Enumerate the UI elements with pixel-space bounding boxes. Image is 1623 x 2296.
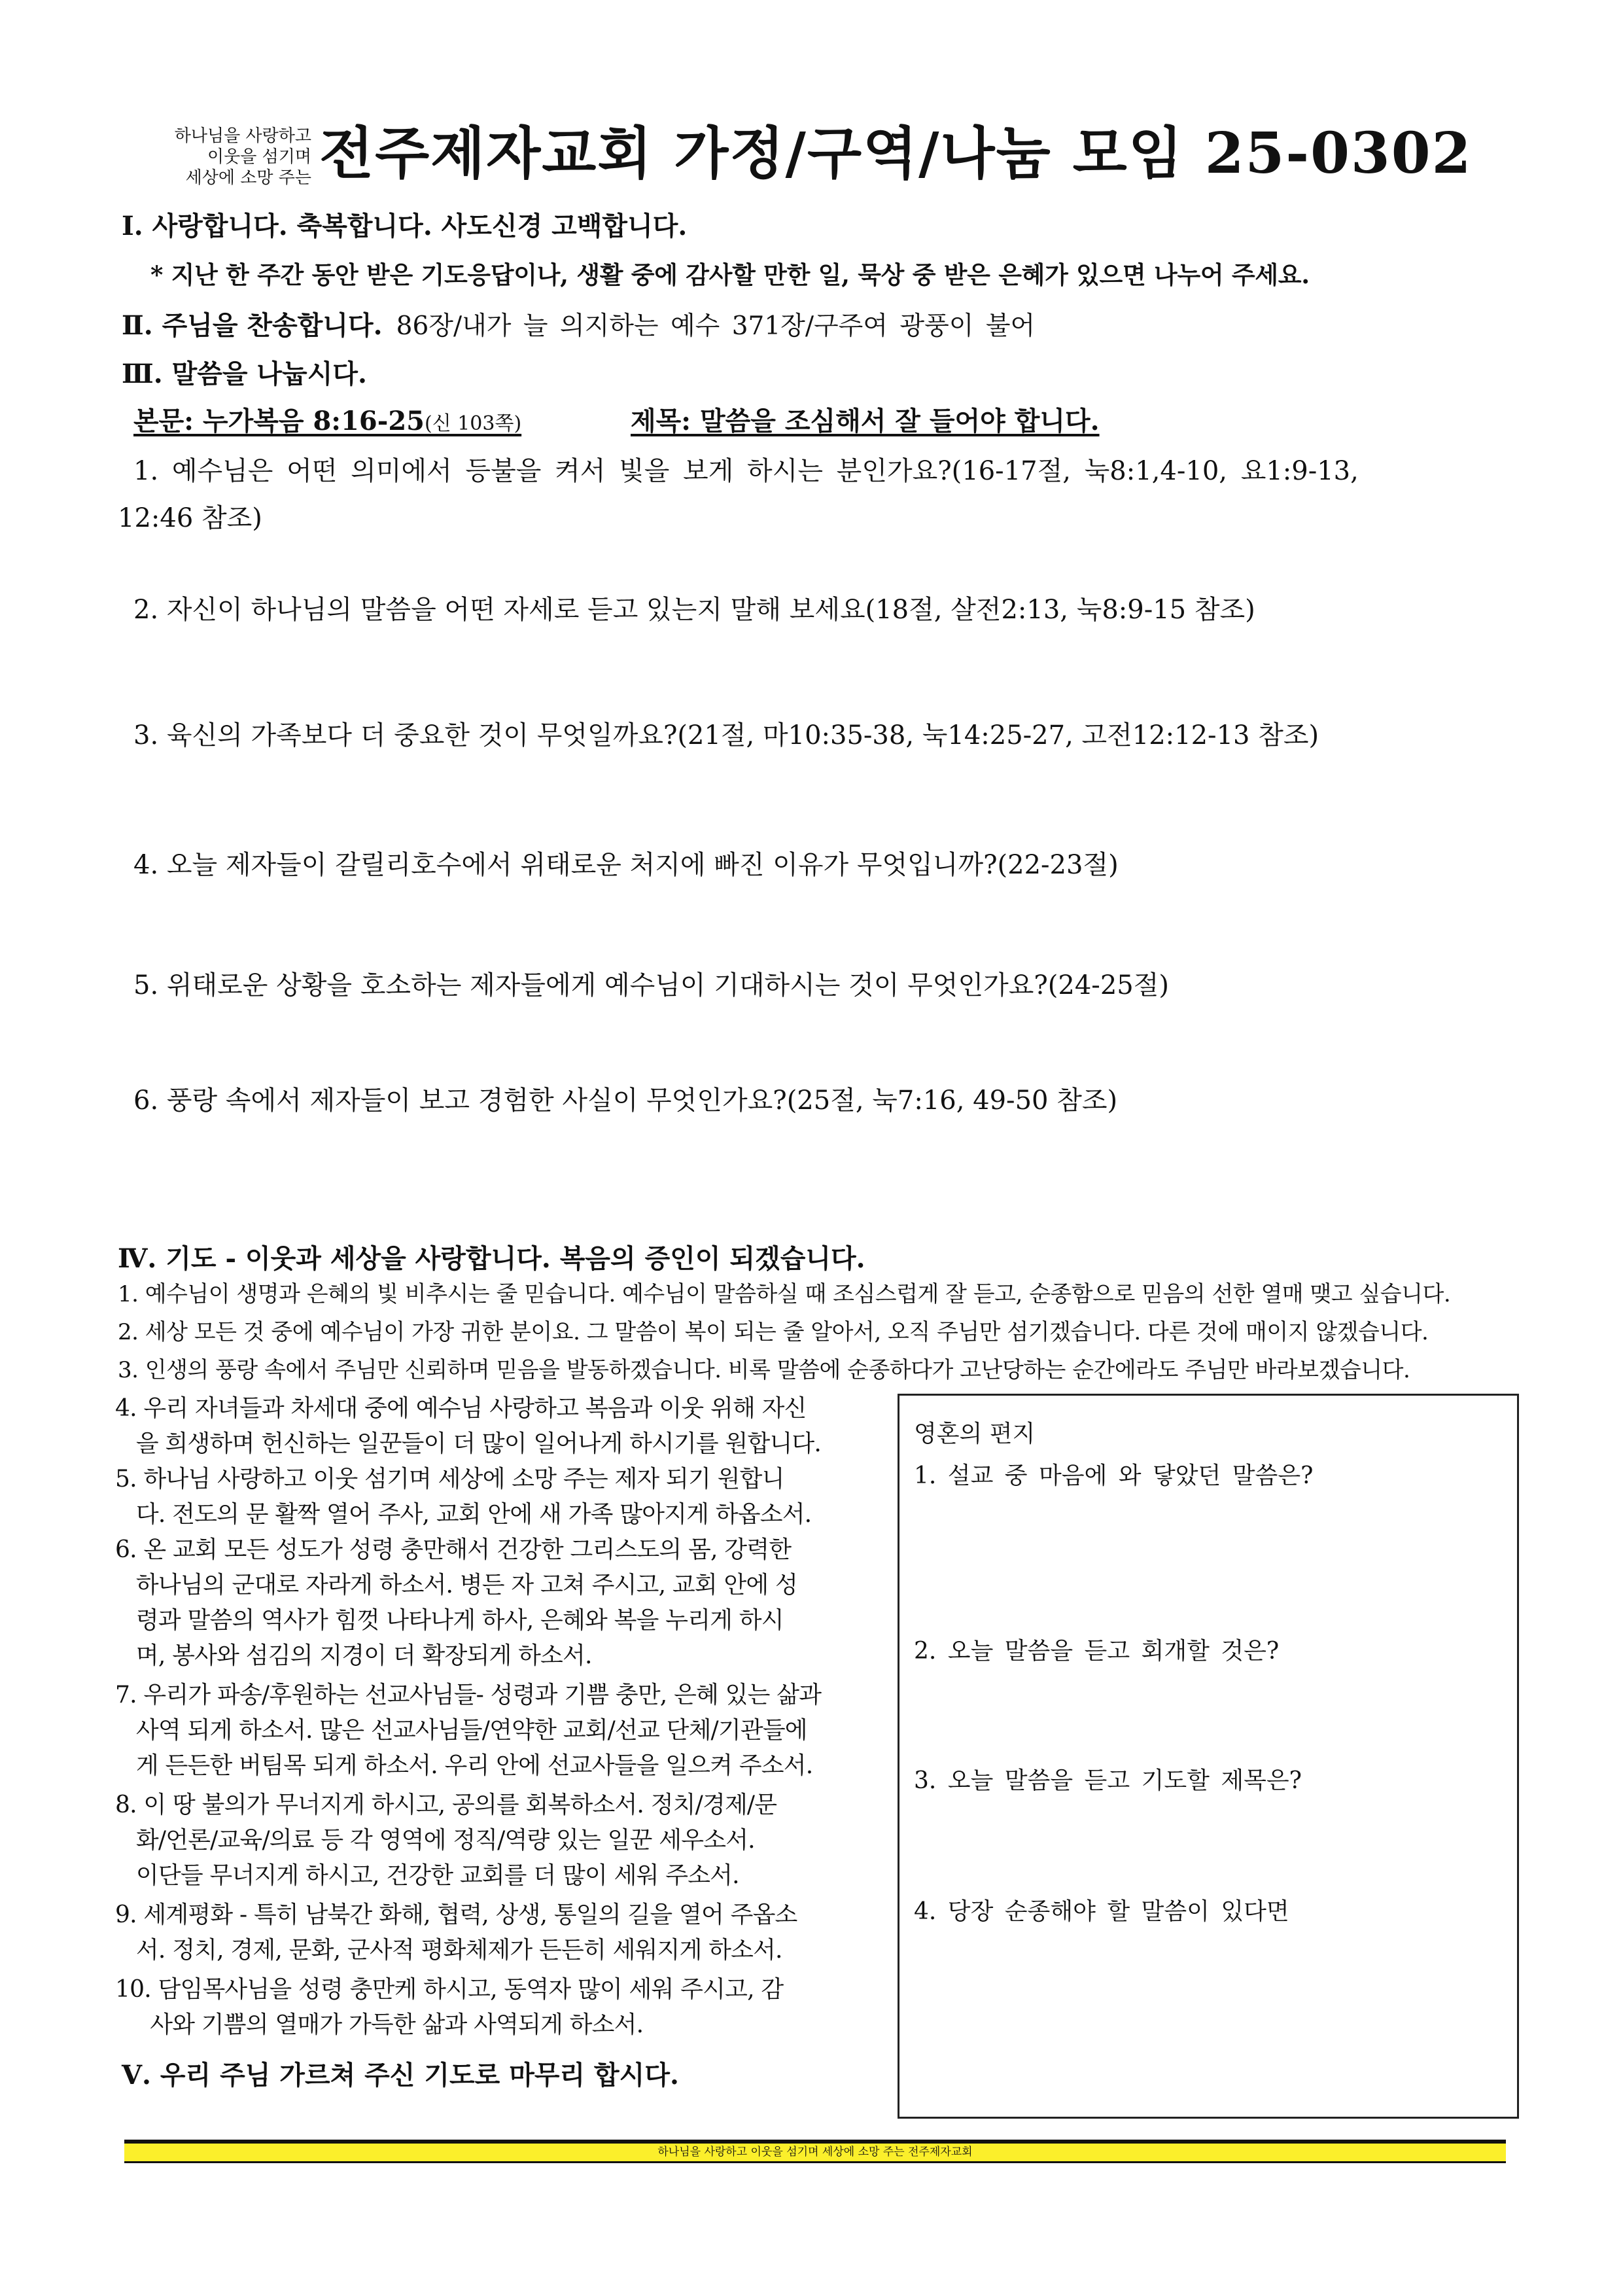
soul-letter-item: 4. 당장 순종해야 할 말씀이 있다면 <box>914 1898 1289 1925</box>
sermon-title: 제목: 말씀을 조심해서 잘 들어야 합니다. <box>631 406 1100 436</box>
question-1-cont: 12:46 참조) <box>118 503 262 533</box>
prayer-line: 8. 이 땅 불의가 무너지게 하시고, 공의를 회복하소서. 정치/경제/문 <box>115 1792 777 1818</box>
section-2-heading: Ⅱ. 주님을 찬송합니다. <box>122 310 383 341</box>
question-1: 1. 예수님은 어떤 의미에서 등불을 켜서 빛을 보게 하시는 분인가요?(16-17절, 눅8:1,4-10, 요1:9-13, <box>133 456 1359 486</box>
soul-letter-item: 2. 오늘 말씀을 듣고 회개할 것은? <box>914 1638 1280 1665</box>
prayer-line: 을 희생하며 헌신하는 일꾼들이 더 많이 일어나게 하시기를 원합니다. <box>115 1430 822 1457</box>
prayer-line: 10. 담임목사님을 성령 충만케 하시고, 동역자 많이 세워 주시고, 감 <box>115 1976 784 2003</box>
motto-line: 이웃을 섬기며 <box>207 147 311 167</box>
soul-letter-box <box>898 1394 1519 2119</box>
soul-letter-item: 1. 설교 중 마음에 와 닿았던 말씀은? <box>914 1462 1314 1489</box>
question-2: 2. 자신이 하나님의 말씀을 어떤 자세로 듣고 있는지 말해 보세요(18절, 살전2:13, 눅8:9-15 참조) <box>133 595 1255 625</box>
section-1-note: * 지난 한 주간 동안 받은 기도응답이나, 생활 중에 감사할 만한 일, 묵상 중 받은 은혜가 있으면 나누어 주세요. <box>150 260 1310 289</box>
question-5: 5. 위태로운 상황을 호소하는 제자들에게 예수님이 기대하시는 것이 무엇인가요?(24-25절) <box>133 970 1169 1000</box>
section-3-heading: Ⅲ. 말씀을 나눕시다. <box>122 359 367 389</box>
prayer-3: 3. 인생의 풍랑 속에서 주님만 신뢰하며 믿음을 발동하겠습니다. 비록 말씀에 순종하다가 고난당하는 순간에라도 주님만 바라보겠습니다. <box>118 1357 1410 1383</box>
prayer-line: 령과 말씀의 역사가 힘껏 나타나게 하사, 은혜와 복을 누리게 하시 <box>115 1607 784 1634</box>
sermon-title-wrap <box>631 400 1100 438</box>
scripture-label: 본문: 누가복음 8:16-25 <box>133 406 425 436</box>
scripture-page: (신 103쪽) <box>424 412 522 435</box>
prayer-line: 며, 봉사와 섬김의 지경이 더 확장되게 하소서. <box>115 1642 592 1669</box>
scripture-reference <box>133 406 521 436</box>
scripture-line <box>133 400 521 438</box>
prayer-line: 5. 하나님 사랑하고 이웃 섬기며 세상에 소망 주는 제자 되기 원합니 <box>115 1466 784 1492</box>
prayer-line: 사와 기쁨의 열매가 가득한 삶과 사역되게 하소서. <box>115 2011 644 2038</box>
prayer-line: 7. 우리가 파송/후원하는 선교사님들- 성령과 기쁨 충만, 은혜 있는 삶과 <box>115 1682 822 1708</box>
prayer-line: 화/언론/교육/의료 등 각 영역에 정직/역량 있는 일꾼 세우소서. <box>115 1827 755 1854</box>
section-4-heading: Ⅳ. 기도 - 이웃과 세상을 사랑합니다. 복음의 증인이 되겠습니다. <box>118 1243 865 1274</box>
question-6: 6. 풍랑 속에서 제자들이 보고 경험한 사실이 무엇인가요?(25절, 눅7:16, 49-50 참조) <box>133 1086 1118 1116</box>
motto-line: 하나님을 사랑하고 <box>174 126 311 146</box>
prayer-line: 9. 세계평화 - 특히 남북간 화해, 협력, 상생, 통일의 길을 열어 주옵소 <box>115 1901 797 1928</box>
church-motto <box>154 126 311 188</box>
prayer-line: 서. 정치, 경제, 문화, 군사적 평화체제가 든든히 세워지게 하소서. <box>115 1937 782 1964</box>
prayer-2: 2. 세상 모든 것 중에 예수님이 가장 귀한 분이요. 그 말씀이 복이 되는 줄 알아서, 오직 주님만 섬기겠습니다. 다른 것에 매이지 않겠습니다. <box>118 1319 1429 1345</box>
prayer-1: 1. 예수님이 생명과 은혜의 빛 비추시는 줄 믿습니다. 예수님이 말씀하실 때 조심스럽게 잘 듣고, 순종함으로 믿음의 선한 열매 맺고 싶습니다. <box>118 1281 1451 1307</box>
soul-letter-title: 영혼의 편지 <box>914 1421 1036 1447</box>
footer-text: 하나님을 사랑하고 이웃을 섬기며 세상에 소망 주는 전주제자교회 <box>657 2146 973 2159</box>
document-title: 전주제자교회 가정/구역/나눔 모임 25-0302 <box>319 120 1473 186</box>
prayer-line: 게 든든한 버팀목 되게 하소서. 우리 안에 선교사들을 일으켜 주소서. <box>115 1752 813 1779</box>
document-header <box>154 118 1489 196</box>
prayer-line: 이단들 무너지게 하시고, 건강한 교회를 더 많이 세워 주소서. <box>115 1862 739 1889</box>
section-1-heading: Ⅰ. 사랑합니다. 축복합니다. 사도신경 고백합니다. <box>122 211 688 241</box>
question-3: 3. 육신의 가족보다 더 중요한 것이 무엇일까요?(21절, 마10:35-38, 눅14:25-27, 고전12:12-13 참조) <box>133 720 1319 751</box>
prayer-line: 4. 우리 자녀들과 차세대 중에 예수님 사랑하고 복음과 이웃 위해 자신 <box>115 1395 807 1422</box>
section-2 <box>122 305 1035 342</box>
section-5-heading: Ⅴ. 우리 주님 가르쳐 주신 기도로 마무리 합시다. <box>122 2060 679 2091</box>
prayer-line: 사역 되게 하소서. 많은 선교사님들/연약한 교회/선교 단체/기관들에 <box>115 1717 807 1744</box>
prayer-line: 하나님의 군대로 자라게 하소서. 병든 자 고쳐 주시고, 교회 안에 성 <box>115 1572 798 1598</box>
motto-line: 세상에 소망 주는 <box>185 168 311 188</box>
soul-letter-item: 3. 오늘 말씀을 듣고 기도할 제목은? <box>914 1767 1302 1794</box>
prayer-line: 6. 온 교회 모든 성도가 성령 충만해서 건강한 그리스도의 몸, 강력한 <box>115 1536 792 1563</box>
footer-bar <box>124 2140 1506 2163</box>
question-4: 4. 오늘 제자들이 갈릴리호수에서 위태로운 처지에 빠진 이유가 무엇입니까?(22-23절) <box>133 850 1119 880</box>
hymn-list: 86장/내가 늘 의지하는 예수 371장/구주여 광풍이 불어 <box>396 311 1036 341</box>
prayer-line: 다. 전도의 문 활짝 열어 주사, 교회 안에 새 가족 많아지게 하옵소서. <box>115 1501 812 1528</box>
